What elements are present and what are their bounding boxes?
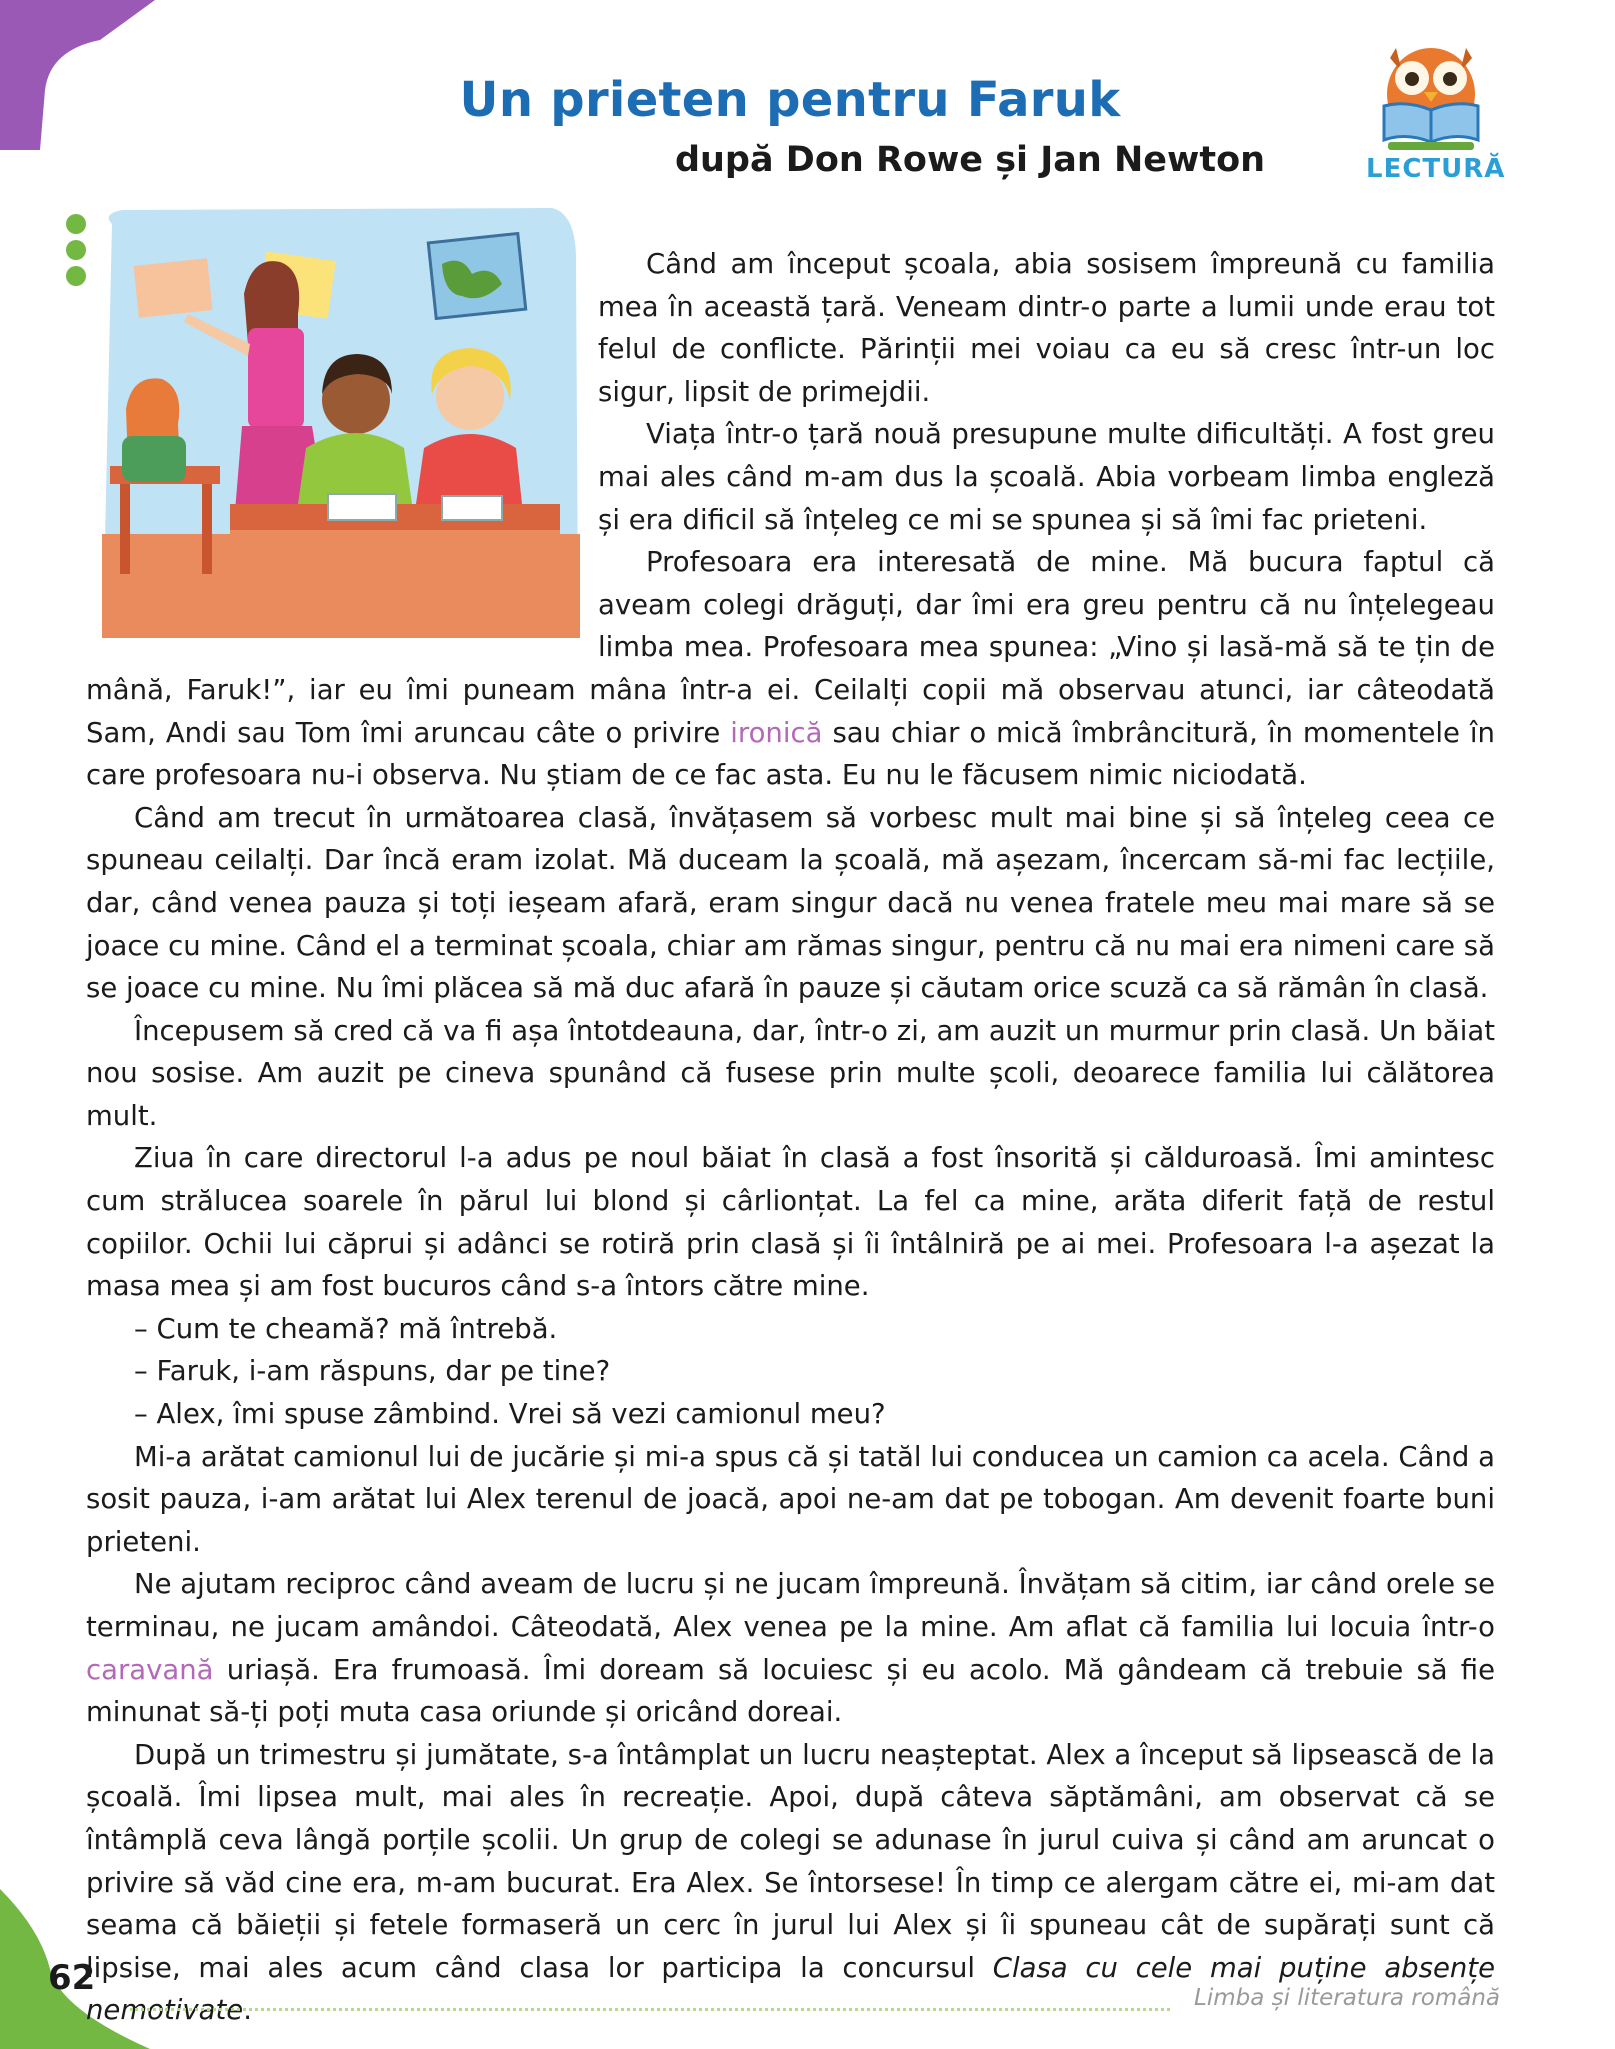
paragraph-end: . bbox=[243, 1994, 252, 2027]
illustration-space bbox=[86, 243, 598, 660]
story-author: după Don Rowe și Jan Newton bbox=[674, 140, 1266, 180]
paragraph-text: După un trimestru și jumătate, s-a întâmplat un lucru neașteptat. Alex a început să lipsească de la școală. Îmi lipsea mult, mai ales în recreație. Apoi, după câteva săptămâni, am observat că se întâmplă ceva lângă porțile școlii. Un grup de colegi se adunase în jurul cuiva și când am aruncat o privire să văd cine era, m-am bucurat. Era Alex. Se întorsese! În timp ce alergam către ei, mi-am dat seama că băieții și fetele formaseră un cerc în jurul lui Alex și îi spuneau cât de supărați sunt că lipsise, mai ales acum când clasa lor participa la concursul bbox=[86, 1738, 1495, 1984]
dialogue-line: – Alex, îmi spuse zâmbind. Vrei să vezi camionul meu? bbox=[134, 1398, 886, 1431]
decorative-dots bbox=[66, 214, 86, 292]
page-number: 62 bbox=[48, 1958, 96, 1998]
contest-name: Clasa cu cele mai puține absențe nemotivate bbox=[86, 1951, 1496, 2027]
paragraph-text: sau chiar o mică îmbrâncitură, în momentele în care profesoara nu-i observa. Nu știam de ce fac asta. Eu nu le făcusem nimic niciodată. bbox=[86, 716, 1495, 792]
paragraph: Începusem să cred că va fi așa întotdeauna, dar, într-o zi, am auzit un murmur prin clasă. Un băiat nou sosise. Am auzit pe cineva spunând că fusese prin multe școli, deoarece familia lui călătorea mult. bbox=[86, 1014, 1495, 1132]
paragraph-text: Profesoara era interesată de mine. Mă bucura faptul că aveam colegi drăguți, dar îmi era greu pentru că nu înțelegeau limba mea. Profesoara mea spunea: „Vino și lasă-mă să te țin de mână, Faruk!”, iar eu îmi puneam mâna într-a ei. Ceilalți copii mă observau atunci, iar câteodată Sam, Andi sau Tom îmi aruncau câte o privire bbox=[86, 546, 1495, 749]
paragraph: Ziua în care directorul l-a adus pe noul băiat în clasă a fost însorită și călduroasă. Îmi amintesc cum strălucea soarele în părul lui blond și cârlionțat. La fel ca mine, arăta diferit față de restul copiilor. Ochii lui căprui și adânci se rotiră prin clasă și îi întâlniră pe ai mei. Profesoara l-a așezat la masa mea și am fost bucuros când s-a întors către mine. bbox=[86, 1142, 1495, 1303]
corner-decoration-top bbox=[0, 0, 160, 150]
paragraph bbox=[86, 1563, 1495, 1733]
dialogue-line: – Cum te cheamă? mă întrebă. bbox=[134, 1312, 558, 1345]
glossary-word-ironica: ironică bbox=[730, 716, 823, 749]
reading-badge bbox=[1366, 36, 1506, 196]
paragraph: Viața într-o țară nouă presupune multe dificultăți. A fost greu mai ales când m-am dus la școală. Abia vorbeam limba engleză și era dificil să înțeleg ce mi se spunea și să îmi fac prieteni. bbox=[598, 418, 1495, 536]
story-title: Un prieten pentru Faruk bbox=[459, 72, 1121, 128]
owl-reading-book-icon bbox=[1366, 36, 1496, 156]
book-title: Limba și literatura română bbox=[1194, 1985, 1500, 2011]
paragraph: Mi-a arătat camionul lui de jucărie și mi-a spus că și tatăl lui conducea un camion ca acela. Când a sosit pauza, i-am arătat lui Alex terenul de joacă, apoi ne-am dat pe tobogan. Am devenit foarte buni prieteni. bbox=[86, 1440, 1495, 1558]
footer-divider bbox=[130, 2008, 1170, 2011]
dialogue-line: – Faruk, i-am răspuns, dar pe tine? bbox=[134, 1355, 611, 1388]
reading-badge-label: LECTURĂ bbox=[1366, 154, 1506, 184]
paragraph-text: uriașă. Era frumoasă. Îmi doream să locuiesc și eu acolo. Mă gândeam că trebuie să fie minunat să-ți poți muta casa oriunde și oricând doreai. bbox=[86, 1653, 1496, 1729]
glossary-word-caravana: caravană bbox=[86, 1653, 214, 1686]
paragraph: Când am trecut în următoarea clasă, învățasem să vorbesc mult mai bine și să înțeleg ceea ce spuneau ceilalți. Dar încă eram izolat. Mă duceam la școală, mă așezam, încercam să-mi fac lecțiile, dar, când venea pauza și toți ieșeam afară, eram singur dacă nu venea fratele meu mai mare să se joace cu mine. Când el a terminat școala, chiar am rămas singur, pentru că nu mai era nimeni care să se joace cu mine. Nu îmi plăcea să mă duc afară în pauze și căutam orice scuză ca să rămân în clasă. bbox=[86, 801, 1495, 1005]
paragraph-text: Ne ajutam reciproc când aveam de lucru și ne jucam împreună. Învățam să citim, iar când orele se terminau, ne jucam amândoi. Câteodată, Alex venea pe la mine. Am aflat că familia lui locuia într-o bbox=[86, 1568, 1495, 1643]
story-text bbox=[86, 243, 1495, 2032]
paragraph: Când am început școala, abia sosisem împreună cu familia mea în această țară. Veneam dintr-o parte a lumii unde erau tot felul de conflicte. Părinții mei voiau ca eu să cresc într-un loc sigur, lipsit de primejdii. bbox=[598, 248, 1495, 408]
